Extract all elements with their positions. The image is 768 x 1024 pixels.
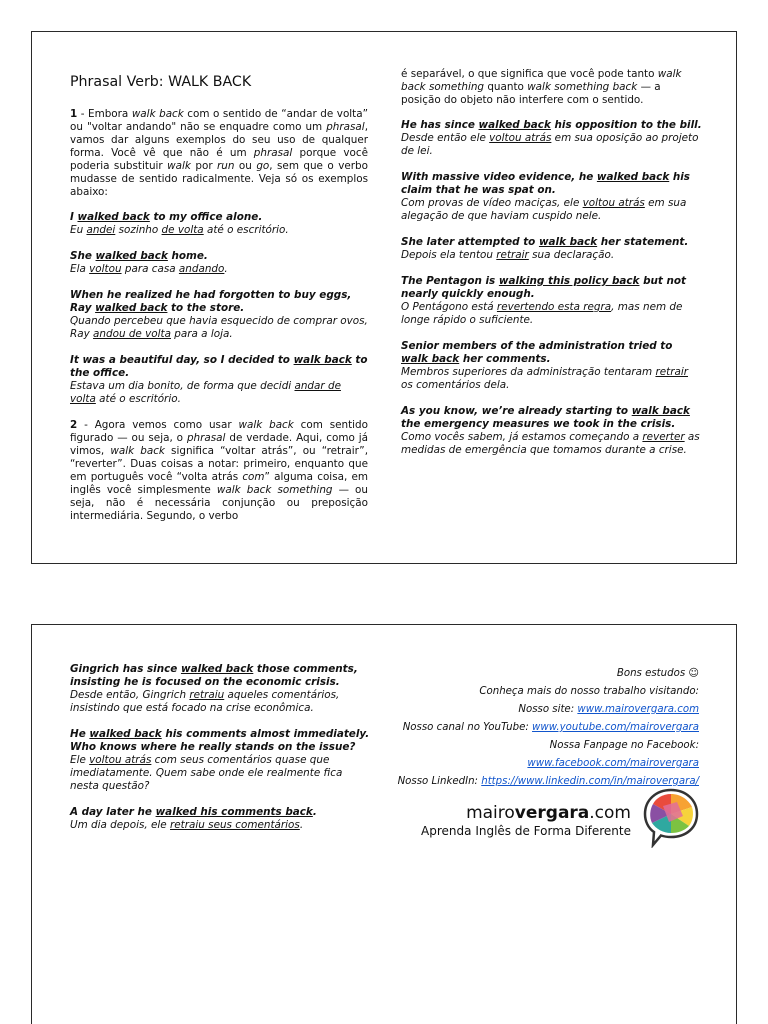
example-12 [70, 728, 372, 793]
linkedin-label: Nosso LinkedIn: [397, 776, 482, 787]
example-6 [401, 171, 703, 223]
example-8 [401, 275, 703, 327]
speech-bubble-logo-icon [643, 788, 699, 848]
example-english: She later attempted to walk back her statement. [401, 236, 689, 248]
example-portuguese: Ela voltou para casa andando. [70, 263, 228, 275]
example-portuguese: Membros superiores da administração tentaram retrair os comentários dela. [401, 366, 688, 391]
example-portuguese: Depois ela tentou retrair sua declaração. [401, 249, 615, 261]
bons-estudos-text: Bons estudos ☺ [616, 668, 699, 679]
example-5 [401, 119, 703, 158]
example-portuguese: Ele voltou atrás com seus comentários quase que imediatamente. Quem sabe onde ele realmente fica nesta questão? [70, 754, 343, 792]
example-portuguese: Como vocês sabem, já estamos começando a reverter as medidas de emergência que tomamos durante a crise. [401, 431, 700, 456]
example-11 [70, 663, 372, 715]
example-13 [70, 806, 372, 832]
facebook-label: Nossa Fanpage no Facebook: [549, 740, 699, 751]
page-title: Phrasal Verb: WALK BACK [70, 74, 252, 90]
site-label: Nosso site: [518, 704, 578, 715]
page-1 [31, 31, 737, 564]
youtube-link[interactable]: www.youtube.com/mairovergara [532, 722, 699, 733]
youtube-row [379, 721, 699, 734]
example-10 [401, 405, 703, 457]
example-portuguese: O Pentágono está revertendo esta regra, mas nem de longe rápido o suficiente. [401, 301, 683, 326]
example-portuguese: Estava um dia bonito, de forma que decidi andar de volta até o escritório. [70, 380, 341, 405]
example-4 [70, 354, 368, 406]
brand-tagline: Aprenda Inglês de Forma Diferente [421, 824, 631, 838]
facebook-link[interactable]: www.facebook.com/mairovergara [527, 758, 699, 769]
linkedin-link[interactable]: https://www.linkedin.com/in/mairovergara/ [481, 776, 699, 787]
section-2-paragraph-end: é separável, o que significa que você pode tanto walk back something quanto walk something back — a posição do objeto não interfere com o sentido. [401, 68, 682, 106]
example-english: She walked back home. [70, 250, 208, 262]
example-english: The Pentagon is walking this policy back but not nearly quickly enough. [401, 275, 687, 300]
page-2 [31, 624, 737, 1024]
example-english: It was a beautiful day, so I decided to walk back to the office. [70, 354, 368, 379]
example-portuguese: Eu andei sozinho de volta até o escritório. [70, 224, 289, 236]
example-english: As you know, we’re already starting to walk back the emergency measures we took in the crisis. [401, 405, 690, 430]
example-portuguese: Desde então, Gingrich retraiu aqueles comentários, insistindo que está focado na crise econômica. [70, 689, 340, 714]
brand-name: mairovergara.com [466, 803, 631, 823]
example-english: A day later he walked his comments back. [70, 806, 317, 818]
example-english: Gingrich has since walked back those comments, insisting he is focused on the economic crisis. [70, 663, 358, 688]
example-9 [401, 340, 703, 392]
site-row [379, 703, 699, 716]
example-english: With massive video evidence, he walked back his claim that he was spat on. [401, 171, 690, 196]
page-1-right-column [401, 68, 703, 470]
example-3 [70, 289, 368, 341]
example-english: Senior members of the administration tried to walk back her comments. [401, 340, 673, 365]
youtube-label: Nosso canal no YouTube: [402, 722, 533, 733]
page-1-left-column [70, 68, 368, 523]
example-english: I walked back to my office alone. [70, 211, 263, 223]
example-english: He has since walked back his opposition to the bill. [401, 119, 702, 131]
example-portuguese: Desde então ele voltou atrás em sua oposição ao projeto de lei. [401, 132, 699, 157]
facebook-row [379, 757, 699, 770]
section-2-paragraph-start: 2 - Agora vemos como usar walk back com sentido figurado — ou seja, o phrasal de verdade. Aqui, como já vimos, walk back significa “voltar atrás”, ou “retrair”, “reverter”. Duas coisas a notar: primeiro, enquanto que em português você “volta atrás com” alguma coisa, em inglês você simplesmente walk back something — ou seja, não é necessária conjunção ou preposição intermediária. Segundo, o verbo [70, 419, 369, 522]
conheca-text: Conheça mais do nosso trabalho visitando: [479, 686, 699, 697]
site-link[interactable]: www.mairovergara.com [577, 704, 699, 715]
example-2 [70, 250, 368, 276]
example-1 [70, 211, 368, 237]
example-7 [401, 236, 703, 262]
example-portuguese: Quando percebeu que havia esquecido de comprar ovos, Ray andou de volta para a loja. [70, 315, 368, 340]
example-english: When he realized he had forgotten to buy eggs, Ray walked back to the store. [70, 289, 352, 314]
brand-block [379, 802, 699, 858]
linkedin-row [379, 775, 699, 788]
page-2-left-column [70, 663, 372, 845]
example-english: He walked back his comments almost immediately. Who knows where he really stands on the issue? [70, 728, 370, 753]
footer-links [379, 667, 699, 858]
intro-paragraph: 1 - Embora walk back com o sentido de “andar de volta” ou "voltar andando" não se enquadre como um phrasal, vamos dar alguns exemplos do seu uso de qualquer forma. Você vê que não é um phrasal porque você poderia substituir walk por run ou go, sem que o verbo mudasse de sentido radicalmente. Veja só os exemplos abaixo: [70, 108, 369, 198]
example-portuguese: Com provas de vídeo maciças, ele voltou atrás em sua alegação de que haviam cuspido nele. [401, 197, 687, 222]
example-portuguese: Um dia depois, ele retraiu seus comentários. [70, 819, 304, 831]
